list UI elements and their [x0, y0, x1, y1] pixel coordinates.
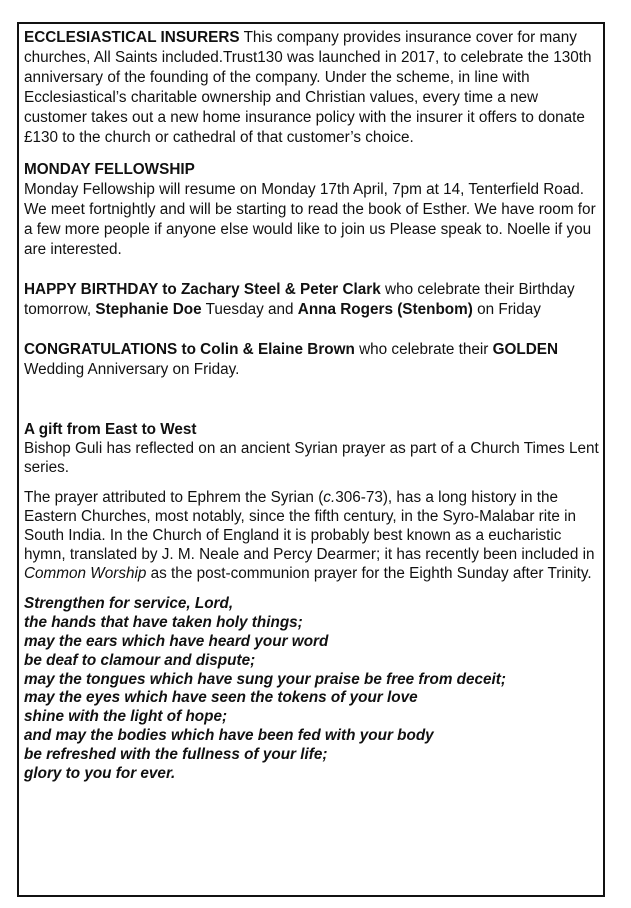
birthday-text: Tuesday and — [201, 301, 298, 318]
prayer-line: be refreshed with the fullness of your life; — [24, 745, 328, 763]
prayer-line: glory to you for ever. — [24, 764, 176, 782]
congrats-text: Wedding Anniversary on Friday. — [24, 361, 240, 378]
gift-intro: Bishop Guli has reflected on an ancient Syrian prayer as part of a Church Times Lent series. — [24, 439, 599, 476]
prayer-line: shine with the light of hope; — [24, 708, 228, 726]
prayer-line: may the ears which have heard your word — [24, 632, 329, 650]
prayer-line: Strengthen for service, Lord, — [24, 595, 234, 613]
birthday-heading: HAPPY BIRTHDAY to Zachary Steel & Peter Clark — [24, 281, 381, 298]
congrats-text: who celebrate their — [354, 341, 493, 358]
gift-text: 306-73), has a long history in the Eastern Churches, most notably, since the fifth century, in the Syro-Malabar rite in South India. In the Church of England it is probably best known as a eucharistic hymn, translated by J. M. Neale and Percy Dearmer; it has recently been included in — [24, 489, 595, 563]
birthday-text: who celebrate their Birthday tomorrow, — [24, 281, 575, 318]
newsletter-content — [24, 28, 604, 783]
insurers-paragraph — [24, 28, 604, 148]
congrats-golden: GOLDEN — [492, 341, 559, 358]
prayer-line: be deaf to clamour and dispute; — [24, 651, 256, 669]
prayer-line: may the tongues which have sung your praise be free from deceit; — [24, 670, 506, 688]
congrats-paragraph — [24, 340, 604, 380]
birthday-text: on Friday — [472, 301, 541, 318]
birthday-name-2: Anna Rogers (Stenbom) — [297, 301, 473, 318]
prayer-text — [24, 595, 604, 783]
fellowship-body: Monday Fellowship will resume on Monday 17th April, 7pm at 14, Tenterfield Road. We meet fortnightly and will be starting to read the book of Esther. We have room for a few more people if anyone else would like to join us Please speak to. Noelle if you are interested. — [24, 181, 596, 258]
birthday-name-1: Stephanie Doe — [95, 301, 202, 318]
gift-common-worship: Common Worship — [24, 564, 147, 582]
gift-circa: c. — [323, 489, 336, 507]
gift-text: as the post-communion prayer for the Eighth Sunday after Trinity. — [146, 564, 592, 582]
insurers-heading: ECCLESIASTICAL INSURERS — [24, 29, 240, 46]
prayer-line: may the eyes which have seen the tokens of your love — [24, 689, 418, 707]
gift-text: The prayer attributed to Ephrem the Syrian ( — [24, 489, 324, 507]
birthday-paragraph — [24, 280, 604, 320]
gift-heading: A gift from East to West — [24, 421, 197, 438]
prayer-line: the hands that have taken holy things; — [24, 614, 303, 632]
prayer-line: and may the bodies which have been fed with your body — [24, 726, 434, 744]
gift-paragraph — [24, 489, 604, 583]
congrats-heading: CONGRATULATIONS to Colin & Elaine Brown — [24, 341, 355, 358]
fellowship-heading: MONDAY FELLOWSHIP — [24, 161, 195, 178]
insurers-body: This company provides insurance cover for many churches, All Saints included.Trust130 was launched in 2017, to celebrate the 130th anniversary of the founding of the company. Under the scheme, in line with Ecclesiastical’s charitable ownership and Christian values, every time a new customer takes out a new home insurance policy with the insurer it offers to donate £130 to the church or cathedral of that customer’s choice. — [24, 29, 592, 146]
